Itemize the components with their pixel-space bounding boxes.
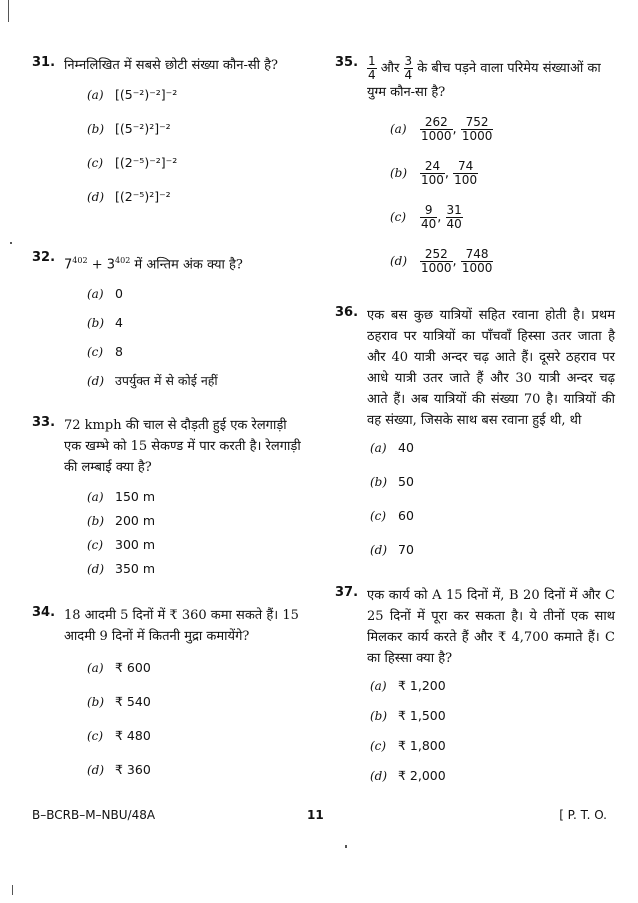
left-column bbox=[32, 55, 302, 793]
question-number: 32. bbox=[32, 250, 56, 265]
booklet-code: B–BCRB–M–NBU/48A bbox=[32, 808, 156, 822]
option-d: (d) $\frac{252}{1000}$ , $\frac{748}{1000}$ bbox=[390, 246, 493, 275]
option-d: (d) [(2⁻⁵)²]⁻² bbox=[87, 189, 171, 204]
question-text: एक बस कुछ यात्रियों सहित रवाना होती है। प्रथम ठहराव पर यात्रियों का पाँचवाँ हिस्सा उतर जाता है और 40 यात्री अन्दर चढ़ आते हैं। दूसरे ठहराव पर आधे यात्री उतर जाते हैं और 30 यात्री अन्दर चढ़ आते हैं। अब यात्रियों की संख्या 70 है। यात्रियों की वह संख्या, जिसके साथ बस रवाना हुई थी, थी bbox=[367, 308, 615, 428]
option-c: (c) $\frac{9}{40}$ , $\frac{31}{40}$ bbox=[390, 202, 462, 231]
option-d: (d) ₹ 360 bbox=[87, 762, 151, 777]
question-33 bbox=[32, 415, 302, 605]
scan-mark bbox=[10, 242, 12, 244]
question-number: 31. bbox=[32, 55, 56, 70]
option-b: (b) [(5⁻²)²]⁻² bbox=[87, 121, 171, 136]
option-c: (c) ₹ 480 bbox=[87, 728, 151, 743]
option-a: (a) [(5⁻²)⁻²]⁻² bbox=[87, 87, 178, 102]
question-text: $\frac{1}{4}$ और $\frac{3}{4}$ के बीच पड़ने वाला परिमेय संख्याओं का युग्म कौन-सा है? bbox=[367, 54, 601, 100]
question-number: 37. bbox=[335, 585, 359, 600]
question-number: 36. bbox=[335, 305, 359, 320]
option-a: (a) ₹ 1,200 bbox=[370, 678, 446, 693]
option-b: (b) $\frac{24}{100}$ , $\frac{74}{100}$ bbox=[390, 158, 478, 187]
option-a: (a) 0 bbox=[87, 286, 123, 302]
question-35 bbox=[335, 55, 615, 305]
option-c: (c) 60 bbox=[370, 508, 414, 523]
question-number: 34. bbox=[32, 605, 56, 620]
question-36 bbox=[335, 305, 615, 585]
scan-mark bbox=[8, 0, 9, 22]
option-b: (b) 4 bbox=[87, 315, 123, 331]
option-a: (a) 40 bbox=[370, 440, 414, 455]
question-text: एक कार्य को A 15 दिनों में, B 20 दिनों में और C 25 दिनों में पूरा कर सकता है। ये तीनों एक साथ मिलकर कार्य करते हैं और ₹ 4,700 कमाते हैं। C का हिस्सा क्या है? bbox=[367, 588, 615, 666]
option-a: (a) ₹ 600 bbox=[87, 660, 151, 675]
fraction: $\frac{1}{4}$ bbox=[368, 54, 376, 82]
question-number: 33. bbox=[32, 415, 56, 430]
question-text: 72 kmph की चाल से दौड़ती हुई एक रेलगाड़ी एक खम्भे को 15 सेकण्ड में पार करती है। रेलगाड़ी की लम्बाई क्या है? bbox=[64, 418, 301, 475]
fraction: $\frac{3}{4}$ bbox=[404, 54, 413, 82]
question-number: 35. bbox=[335, 55, 359, 70]
question-31 bbox=[32, 55, 302, 250]
option-b: (b) ₹ 540 bbox=[87, 694, 151, 709]
option-d: (d) ₹ 2,000 bbox=[370, 768, 446, 783]
right-column bbox=[335, 55, 615, 795]
scan-mark bbox=[345, 845, 347, 848]
option-d: (d) 70 bbox=[370, 542, 414, 557]
option-c: (c) [(2⁻⁵)⁻²]⁻² bbox=[87, 155, 178, 170]
option-b: (b) 50 bbox=[370, 474, 414, 489]
option-c: (c) ₹ 1,800 bbox=[370, 738, 446, 753]
question-text: निम्नलिखित में सबसे छोटी संख्या कौन-सी है? bbox=[64, 58, 279, 73]
option-b: (b) ₹ 1,500 bbox=[370, 708, 446, 723]
option-c: (c) 8 bbox=[87, 344, 123, 360]
scan-mark bbox=[12, 885, 13, 895]
pto-label: [ P. T. O. bbox=[559, 808, 607, 822]
option-a: (a) 150 m bbox=[87, 489, 156, 504]
option-d: (d) 350 m bbox=[87, 561, 156, 576]
option-b: (b) 200 m bbox=[87, 513, 156, 528]
option-c: (c) 300 m bbox=[87, 537, 156, 552]
question-32 bbox=[32, 250, 302, 415]
question-text: $7^{402} + 3^{402}$ में अन्तिम अंक क्या है? bbox=[64, 256, 243, 273]
question-34 bbox=[32, 605, 302, 793]
page-number: 11 bbox=[307, 808, 324, 822]
question-text: 18 आदमी 5 दिनों में ₹ 360 कमा सकते हैं। 15 आदमी 9 दिनों में कितनी मुद्रा कमायेंगे? bbox=[64, 608, 299, 644]
option-d: (d) उपर्युक्त में से कोई नहीं bbox=[87, 373, 218, 389]
question-37 bbox=[335, 585, 615, 795]
option-a: (a) $\frac{262}{1000}$ , $\frac{752}{1000}$ bbox=[390, 114, 493, 143]
